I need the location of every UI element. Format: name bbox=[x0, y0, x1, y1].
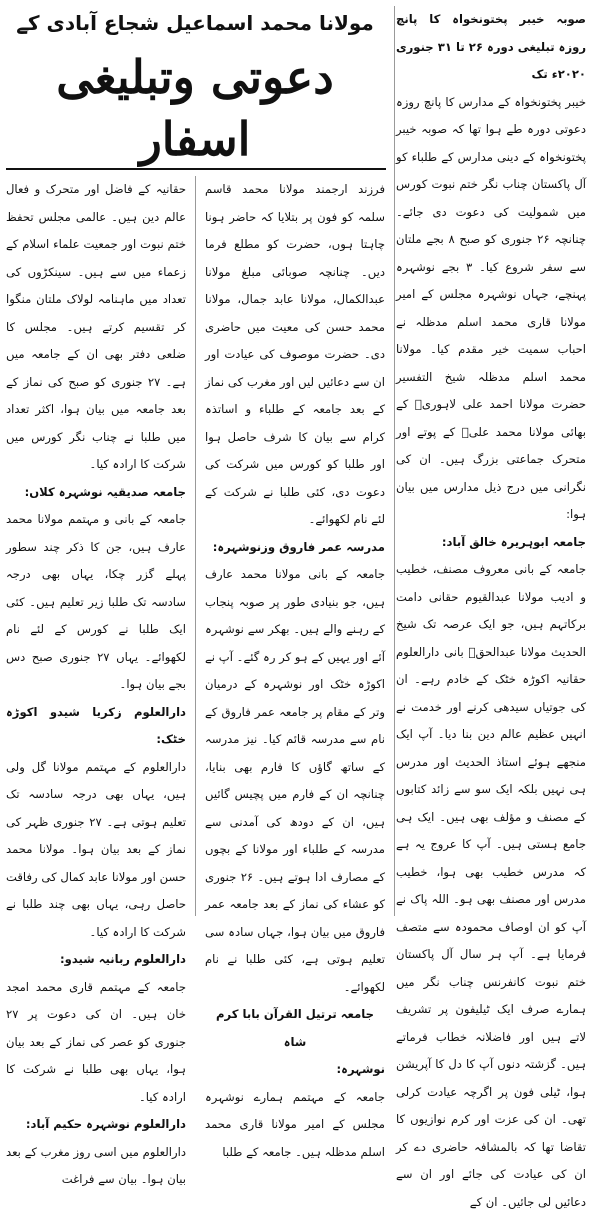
paragraph: حقانیہ کے فاضل اور متحرک و فعال عالم دین ہیں۔ عالمی مجلس تحفظ ختم نبوت اور جمعیت علماء اسلام کے زعماء میں سے ہیں۔ سینکڑوں کی تعداد میں ماہنامہ لولاک ملتان منگوا کر تقسیم کرتے ہیں۔ مجلس کا ضلعی دفتر بھی ان کے جامعہ میں ہے۔ ۲۷ جنوری کو صبح کی نماز کے بعد جامعہ میں بیان ہوا، اکثر تعداد میں طلبا نے چناب نگر کورس میں شرکت کا ارادہ کیا۔ bbox=[6, 182, 186, 471]
intro-subheading: صوبہ خیبر پختونخواہ کا پانچ روزہ تبلیغی دورہ ۲۶ تا ۳۱ جنوری ۲۰۲۰ء تک bbox=[396, 12, 587, 81]
section-heading: مدرسہ عمر فاروق وزنوشہرہ: bbox=[212, 539, 385, 554]
intro-column bbox=[396, 6, 587, 1209]
headline-title: دعوتی وتبلیغی اسفار bbox=[56, 50, 334, 166]
section-heading: جامعہ صدیقیہ نوشہرہ کلاں: bbox=[24, 484, 186, 499]
article-column-1 bbox=[205, 176, 385, 1159]
section-heading: دارالعلوم زکریا شیدو اکوڑہ خٹک: bbox=[6, 704, 186, 746]
headline-rule bbox=[6, 168, 386, 170]
paragraph: جامعہ کے بانی مولانا محمد عارف ہیں، جو بنیادی طور پر صوبہ پنجاب کے رہنے والے ہیں۔ بھکر سے نوشہرہ آئے اور یہیں کے ہو کر رہ گئے۔ آپ نے اکوڑہ خٹک اور نوشہرہ کے درمیان وتر کے مقام پر جامعہ عمر فاروق کے نام سے مدرسہ قائم کیا۔ نیز مدرسہ کے ساتھ گاؤں کا فارم بھی بنایا، چنانچہ ان کے فارم میں پچیس گائیں ہیں، ان کے دودھ کی آمدنی سے مدرسہ کے طلباء اور مولانا کے بچوں کے مصارف ادا ہوتے ہیں۔ ۲۶ جنوری کو عشاء کی نماز کے بعد جامعہ عمر فاروق میں بیان ہوا، جہاں سادہ سی تعلیم ہوتی ہے، کئی طلبا نے نام لکھوائے۔ bbox=[205, 567, 385, 994]
article-column-2 bbox=[6, 176, 186, 1186]
headline-kicker: مولانا محمد اسماعیل شجاع آبادی کے bbox=[16, 11, 374, 35]
centered-heading: جامعہ ترتیل القرآن بابا کرم شاہ bbox=[216, 1007, 374, 1049]
paragraph: دارالعلوم میں اسی روز مغرب کے بعد بیان ہوا۔ بیان سے فراغت bbox=[6, 1144, 186, 1186]
section-heading: نوشہرہ: bbox=[336, 1062, 385, 1076]
paragraph: جامعہ کے بانی و مہتمم مولانا محمد عارف ہیں، جن کا ذکر چند سطور پہلے گزر چکا، یہاں بھی درجہ سادسہ تک طلبا زیر تعلیم ہیں۔ کئی ایک طلبا نے کورس کے لئے نام لکھوائے۔ یہاں ۲۷ جنوری صبح دس بجے بیان ہوا۔ bbox=[6, 512, 186, 691]
intro-section-heading: جامعہ ابوہریرہ خالق آباد: bbox=[441, 534, 586, 549]
intro-paragraph-2: جامعہ کے بانی معروف مصنف، خطیب و ادیب مولانا عبدالقیوم حقانی دامت برکاتہم ہیں، جو ایک عرصہ تک شیخ الحدیث مولانا عبدالحقؒ بانی دارالعلوم حقانیہ اکوڑہ خٹک کے خادم رہے۔ ان کی جوتیاں سیدھی کرنے اور خدمت نے انہیں عظیم عالم دین بنا دیا۔ آپ ایک منجھے ہوئے استاذ الحدیث اور مدرس ہی نہیں بلکہ ایک سو سے زائد کتابوں کے مصنف و مؤلف بھی ہیں۔ ایک ہی جامع ہستی ہیں۔ آپ کا عروج یہ ہے کہ مدرس خطیب بھی ہوا، خطیب مدرس اور مصنف بھی ہو۔ اللہ پاک نے آپ کو ان اوصاف محمودہ سے متصف فرمایا ہے۔ آپ ہر سال آل پاکستان ختم نبوت کانفرنس چناب نگر میں ہمارے صرف ایک ٹیلیفون پر تشریف لاتے ہیں اور فاضلانہ خطاب فرماتے ہیں۔ گزشتہ دنوں آپ کا دل کا آپریشن ہوا، ٹیلی فون پر اگرچہ عیادت کرلی تھی۔ ان کی عزت اور کرم نوازیوں کا تقاضا تھا کہ بالمشافہ حاضری دے کر ان کی عیادت کی جائے اور ان سے دعائیں لی جائیں۔ ان کے bbox=[396, 562, 586, 1209]
column-divider bbox=[394, 6, 395, 916]
paragraph: جامعہ کے مہتمم ہمارے نوشہرہ مجلس کے امیر مولانا قاری محمد اسلم مدظلہ ہیں۔ جامعہ کے طلبا bbox=[205, 1089, 385, 1159]
section-heading: دارالعلوم ربانیہ شیدو: bbox=[60, 952, 186, 966]
paragraph: دارالعلوم کے مہتمم مولانا گل ولی ہیں، یہاں بھی درجہ سادسہ تک تعلیم ہوتی ہے۔ ۲۷ جنوری ظہر کی نماز کے بعد بیان ہوا۔ مولانا محمد حسن اور مولانا عابد کمال کی رفاقت حاصل رہی، یہاں بھی چند طلبا نے شرکت کا ارادہ کیا۔ bbox=[6, 759, 186, 939]
paragraph: فرزند ارجمند مولانا محمد قاسم سلمہ کو فون پر بتلایا کہ حاضر ہونا چاہتا ہوں، حضرت کو مطلع فرما دیں۔ چنانچہ صوبائی مبلغ مولانا عبدالکمال، مولانا عابد جمال، مولانا محمد حسن کی معیت میں حاضری دی۔ حضرت موصوف کی عیادت اور ان سے دعائیں لیں اور مغرب کی نماز کے بعد جامعہ کے طلباء و اساتذہ کرام سے بیان کا شرف حاصل ہوا اور طلبا کو کورس میں شرکت کی دعوت دی، کئی طلبا نے شرکت کے لئے نام لکھوائے۔ bbox=[205, 182, 385, 526]
intro-paragraph: خیبر پختونخواہ کے مدارس کا پانچ روزہ دعوتی دورہ طے ہوا تھا کہ صوبہ خیبر پختونخواہ کے دینی مدارس کے طلباء کو آل پاکستان چناب نگر ختم نبوت کورس میں شمولیت کی دعوت دی جائے۔ چنانچہ ۲۶ جنوری کو صبح ۸ بجے ملتان سے سفر شروع کیا۔ ۳ بجے نوشہرہ پہنچے، جہاں نوشہرہ مجلس کے امیر مولانا قاری محمد اسلم مدظلہ نے احباب سمیت خیر مقدم کیا۔ مولانا محمد اسلم مدظلہ شیخ التفسیر حضرت مولانا احمد علی لاہوریؒ کے بھائی مولانا محمد علیؒ کے پوتے اور متحرک جماعتی بزرگ ہیں۔ ان کی نگرانی میں درج ذیل مدارس میں بیان ہوا: bbox=[396, 94, 587, 521]
section-heading: دارالعلوم نوشہرہ حکیم آباد: bbox=[25, 1117, 186, 1131]
paragraph: جامعہ کے مہتمم قاری محمد امجد خان ہیں۔ ان کی دعوت پر ۲۷ جنوری کو عصر کی نماز کے بعد بیان ہوا، یہاں بھی طلبا نے شرکت کا ارادہ کیا۔ bbox=[6, 979, 186, 1104]
column-divider bbox=[195, 176, 196, 916]
headline-block bbox=[6, 6, 384, 166]
